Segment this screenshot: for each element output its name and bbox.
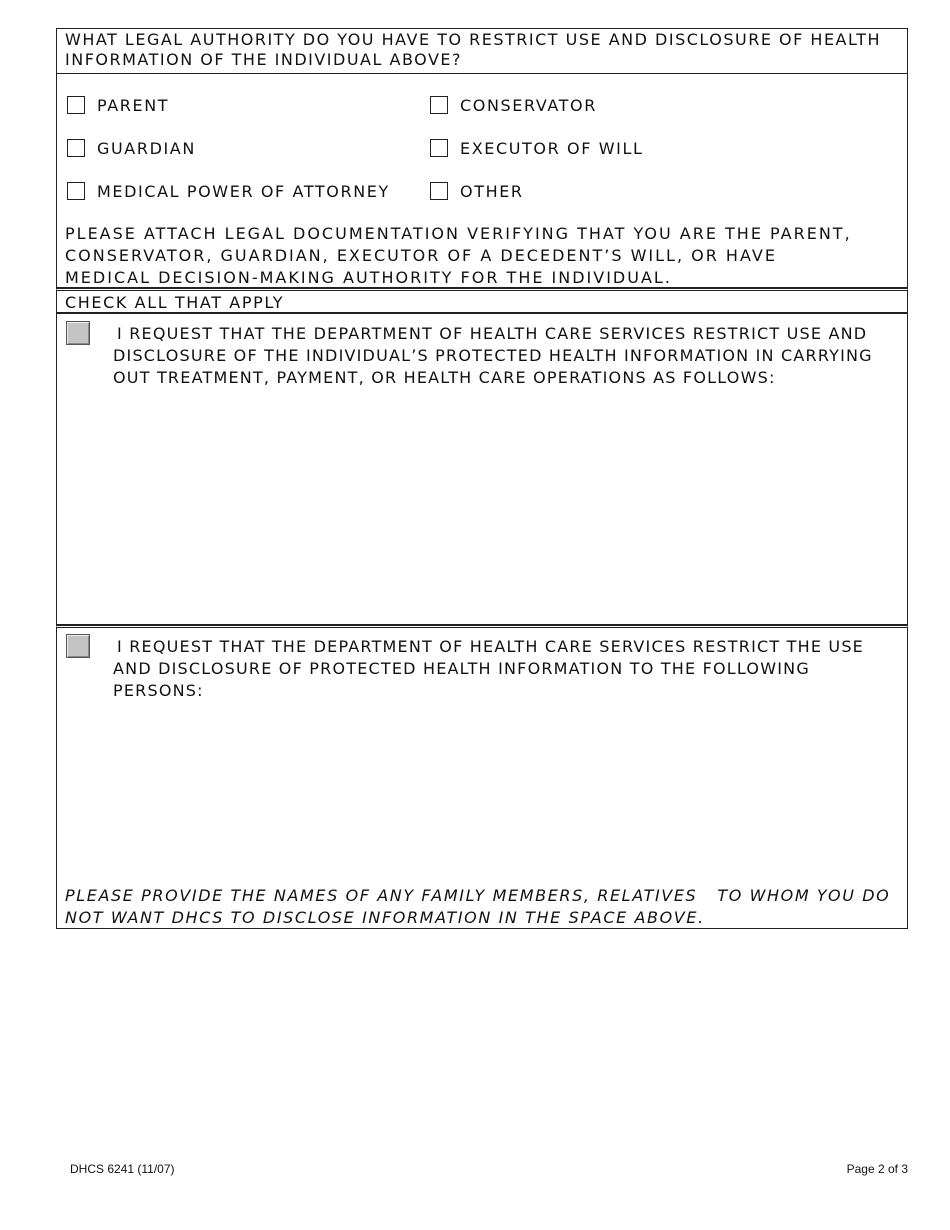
request-treatment-text <box>113 323 873 389</box>
medical-poa-label: MEDICAL POWER OF ATTORNEY <box>97 182 390 201</box>
request-treatment-checkbox[interactable] <box>66 321 90 345</box>
check-all-label: CHECK ALL THAT APPLY <box>65 293 285 312</box>
parent-checkbox[interactable] <box>67 96 85 114</box>
page-number: Page 2 of 3 <box>846 1162 908 1176</box>
executor-checkbox[interactable] <box>430 139 448 157</box>
other-checkbox[interactable] <box>430 182 448 200</box>
parent-label: PARENT <box>97 96 170 115</box>
conservator-label: CONSERVATOR <box>460 96 597 115</box>
medical-poa-checkbox[interactable] <box>67 182 85 200</box>
form-id: DHCS 6241 (11/07) <box>70 1162 175 1176</box>
request-persons-section <box>56 625 908 929</box>
legal-authority-section <box>56 28 908 288</box>
request-persons-checkbox[interactable] <box>66 634 90 658</box>
guardian-checkbox[interactable] <box>67 139 85 157</box>
guardian-label: GUARDIAN <box>97 139 196 158</box>
attach-documentation-note: PLEASE ATTACH LEGAL DOCUMENTATION VERIFYING THAT YOU ARE THE PARENT, CONSERVATOR, GUARDIAN, EXECUTOR OF A DECEDENT’S WILL, OR HAVE MEDICAL DECISION-MAKING AUTHORITY FOR THE INDIVIDUAL. <box>65 224 852 287</box>
conservator-checkbox[interactable] <box>430 96 448 114</box>
other-label: OTHER <box>460 182 524 201</box>
request-treatment-section <box>56 313 908 625</box>
question-divider <box>57 73 907 74</box>
family-members-note: PLEASE PROVIDE THE NAMES OF ANY FAMILY MEMBERS, RELATIVES TO WHOM YOU DO NOT WANT DHCS TO DISCLOSE INFORMATION IN THE SPACE ABOVE. <box>65 886 898 927</box>
request-persons-label: I REQUEST THAT THE DEPARTMENT OF HEALTH CARE SERVICES RESTRICT THE USE AND DISCLOSURE OF PROTECTED HEALTH INFORMATION TO THE FOLLOWING PERSONS: <box>113 637 864 700</box>
legal-authority-question: WHAT LEGAL AUTHORITY DO YOU HAVE TO RESTRICT USE AND DISCLOSURE OF HEALTH INFORMATION OF THE INDIVIDUAL ABOVE? <box>65 30 882 69</box>
request-persons-entry-area[interactable] <box>113 708 893 878</box>
request-treatment-label: I REQUEST THAT THE DEPARTMENT OF HEALTH CARE SERVICES RESTRICT USE AND DISCLOSURE OF THE INDIVIDUAL’S PROTECTED HEALTH INFORMATION IN CARRYING OUT TREATMENT, PAYMENT, OR HEALTH CARE OPERATIONS AS FOLLOWS: <box>113 324 873 387</box>
check-all-header <box>56 288 908 313</box>
request-treatment-entry-area[interactable] <box>113 414 893 614</box>
executor-label: EXECUTOR OF WILL <box>460 139 644 158</box>
request-persons-text <box>113 636 893 702</box>
